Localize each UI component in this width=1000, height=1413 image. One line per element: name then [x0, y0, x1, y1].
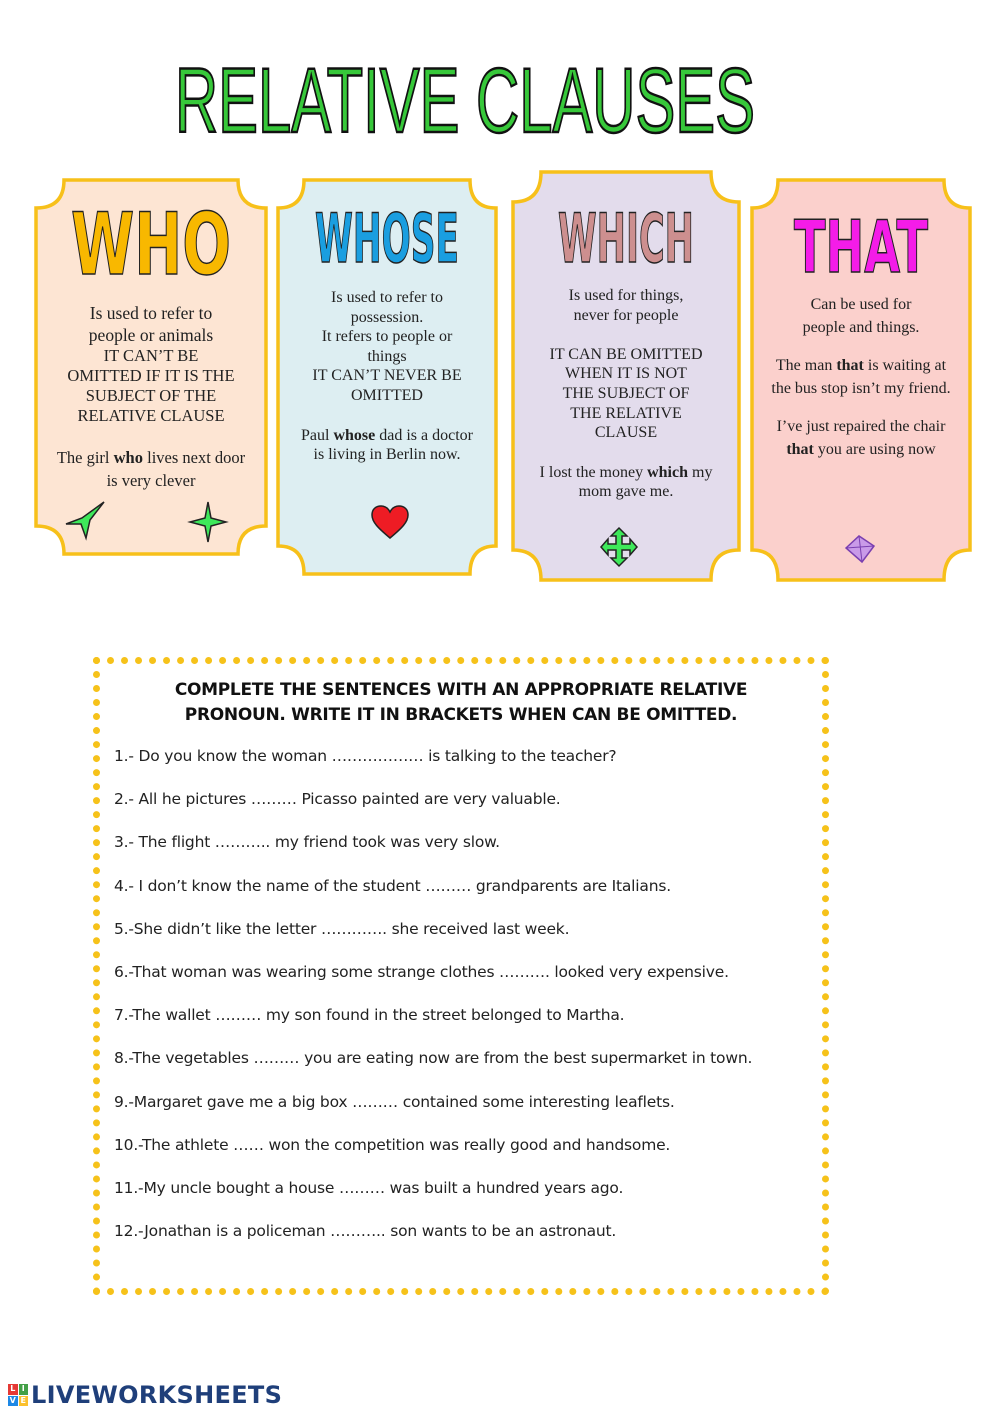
exercise-item: 5.-She didn’t like the letter …………. she received last week. [114, 919, 570, 938]
exercise-item: 1.- Do you know the woman ……………… is talking to the teacher? [114, 747, 617, 765]
example-sentence: I’ve just repaired the chair that you are using now [776, 418, 946, 458]
brand-name: LIVEWORKSHEETS [31, 1381, 283, 1409]
title-text: RELATIVE CLAUSES [175, 50, 755, 152]
example-sentence: The man that is waiting at the bus stop isn’t my friend. [771, 357, 951, 397]
card-body [768, 294, 954, 475]
liveworksheets-logo[interactable] [8, 1382, 282, 1408]
definition-line: THE SUBJECT OF [562, 384, 690, 402]
definition-line: OMITTED [351, 386, 423, 404]
svg-text:THAT: THAT [794, 205, 928, 289]
definition-line: CLAUSE [594, 424, 658, 442]
card-body [52, 302, 250, 506]
example-sentence: The girl who lives next door is very clever [56, 448, 246, 490]
definition-line: RELATIVE CLAUSE [77, 406, 225, 425]
exercise-item: 7.-The wallet ……… my son found in the street belonged to Martha. [114, 1006, 625, 1025]
logo-mark-icon: L I V E [8, 1384, 28, 1406]
definition-line: IT CAN’T NEVER BE [312, 367, 462, 385]
star-icon [188, 500, 228, 544]
svg-text:WHO: WHO [71, 195, 231, 295]
card-whose [276, 178, 498, 576]
exercise-item: 3.- The flight ……….. my friend took was very slow. [114, 833, 500, 852]
definition-line: things [367, 347, 407, 365]
svg-text:WHICH: WHICH [558, 200, 694, 279]
definition-line: people and things. [802, 318, 920, 336]
example-sentence: I lost the money which my mom gave me. [539, 463, 713, 501]
svg-text:WHOSE: WHOSE [315, 200, 459, 279]
definition-line: people or animals [88, 325, 214, 345]
definition-line: It refers to people or [321, 328, 453, 346]
card-body [294, 288, 480, 479]
definition-line: never for people [573, 306, 679, 324]
exercise-item: 12.-Jonathan is a policeman ……….. son wants to be an astronaut. [114, 1222, 617, 1241]
card-heading [66, 195, 236, 295]
move-arrows-icon [599, 526, 639, 568]
exercise-item: 10.-The athlete …… won the competition was really good and handsome. [114, 1135, 671, 1154]
exercise-box [93, 657, 829, 1295]
definition-line: Is used for things, [568, 287, 684, 304]
definition-line: SUBJECT OF THE [85, 386, 217, 405]
exercise-item: 9.-Margaret gave me a big box ……… contained some interesting leaflets. [114, 1092, 675, 1111]
definition-line: IT CAN BE OMITTED [549, 345, 703, 363]
exercise-item: 2.- All he pictures ……… Picasso painted are very valuable. [114, 790, 561, 809]
heart-icon [370, 504, 410, 540]
card-heading [791, 205, 931, 289]
example-sentence: Paul whose dad is a doctor is living in Berlin now. [301, 426, 473, 464]
diamond-icon [840, 532, 878, 564]
definition-line: Is used to refer to [89, 303, 213, 323]
exercise-instruction: COMPLETE THE SENTENCES WITH AN APPROPRIATE RELATIVE PRONOUN. WRITE IT IN BRACKETS WHEN CAN BE OMITTED. [174, 680, 748, 725]
definition-line: IT CAN’T BE [103, 346, 199, 365]
exercise-list [114, 746, 812, 1264]
card-which [511, 170, 741, 582]
exercise-item: 11.-My uncle bought a house ……… was built a hundred years ago. [114, 1178, 624, 1197]
card-heading [556, 200, 696, 279]
exercise-item: 4.- I don’t know the name of the student ……… grandparents are Italians. [114, 876, 671, 895]
definition-line: WHEN IT IS NOT [565, 365, 687, 383]
exercise-item: 8.-The vegetables ……… you are eating now are from the best supermarket in town. [114, 1049, 753, 1068]
card-heading [312, 200, 462, 279]
page-title [165, 40, 765, 150]
definition-line: possession. [350, 308, 424, 326]
definition-line: Can be used for [810, 296, 912, 313]
card-that [750, 178, 972, 582]
card-body [529, 286, 723, 516]
definition-line: Is used to refer to [331, 289, 443, 306]
exercise-item: 6.-That woman was wearing some strange clothes ………. looked very expensive. [114, 962, 729, 981]
definition-line: OMITTED IF IT IS THE [67, 366, 235, 385]
star-icon [64, 500, 106, 540]
card-who [34, 178, 268, 556]
definition-line: THE RELATIVE [570, 404, 682, 422]
